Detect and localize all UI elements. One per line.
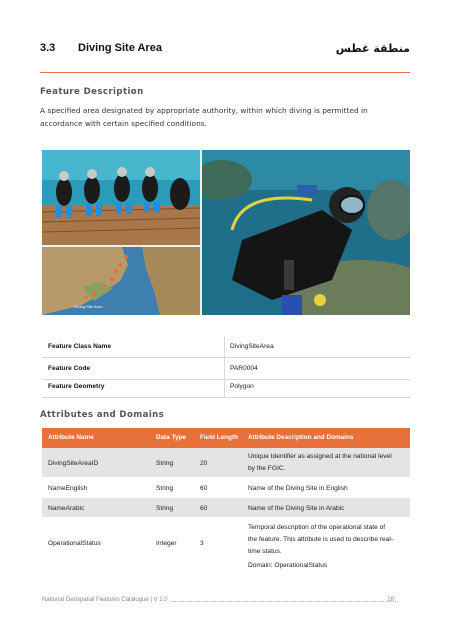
section-header: [40, 42, 410, 56]
feature-info-key: Feature Class Name: [48, 343, 112, 350]
map-label: Diving Site Area: [74, 304, 103, 309]
attribute-description: time status.: [248, 548, 282, 555]
attribute-type: String: [156, 460, 174, 467]
diver-underwater-photo: [202, 150, 410, 315]
attribute-description: by the FGIC.: [248, 465, 286, 472]
photo-collage: [42, 150, 410, 315]
section-divider: [40, 72, 410, 73]
feature-info-key: Feature Geometry: [48, 383, 105, 390]
attribute-type: String: [156, 485, 174, 492]
attribute-name: NameArabic: [48, 505, 85, 512]
attribute-name: OperationalStatus: [48, 540, 101, 547]
attribute-description: Name of the Diving Site in English: [248, 485, 348, 492]
attribute-description: Temporal description of the operational state of: [248, 524, 386, 531]
attribute-length: 60: [200, 485, 208, 492]
attribute-type: Integer: [156, 540, 177, 547]
table-header: [42, 428, 410, 448]
coast-map: [42, 247, 200, 315]
attribute-name: DivingSiteAreaID: [48, 460, 99, 467]
cell-divider: [224, 336, 225, 358]
table-row: [42, 478, 410, 498]
section-title-arabic: منطقة غطس: [335, 42, 410, 55]
attribute-description: the feature. This attribute is used to describe real-: [248, 536, 394, 543]
feature-info-row: [42, 376, 410, 398]
feature-description-heading: Feature Description: [40, 87, 144, 97]
table-row: [42, 498, 410, 518]
attribute-length: 3: [200, 540, 204, 547]
attribute-domain: Domain: OperationalStatus: [248, 562, 328, 569]
column-header: Attribute Name: [48, 434, 94, 441]
attribute-length: 20: [200, 460, 208, 467]
column-header: Data Type: [156, 434, 187, 441]
cell-divider: [224, 376, 225, 398]
section-number: 3.3: [40, 42, 56, 54]
page-footer: [42, 597, 412, 607]
column-header: Attribute Description and Domains: [248, 434, 354, 441]
attributes-heading: Attributes and Domains: [40, 410, 165, 420]
table-row: [42, 448, 410, 478]
attribute-type: String: [156, 505, 174, 512]
feature-info-value: PAR0004: [230, 365, 258, 372]
section-title: Diving Site Area: [78, 42, 162, 54]
table-row: [42, 518, 410, 574]
attribute-description: Name of the Diving Site in Arabic: [248, 505, 345, 512]
attributes-table: [42, 428, 410, 574]
attribute-name: NameEnglish: [48, 485, 88, 492]
footer-text: National Geospatial Features Catalogue | V 1.0: [42, 597, 168, 603]
footer-dotted-leader: [172, 601, 398, 602]
feature-info-row: [42, 336, 410, 358]
feature-description-text: A specified area designated by appropriate authority, within which diving is permitted in accordance with certain specified conditions.: [40, 106, 368, 128]
attribute-description: Unique Identifier as assigned at the national level: [248, 453, 392, 460]
attribute-length: 60: [200, 505, 208, 512]
page-number: 28: [387, 597, 394, 603]
feature-info-key: Feature Code: [48, 365, 91, 372]
column-header: Field Length: [200, 434, 238, 441]
feature-info-value: Polygon: [230, 383, 254, 390]
feature-info-value: DivingSiteArea: [230, 343, 274, 350]
divers-on-deck-photo: [42, 150, 200, 245]
